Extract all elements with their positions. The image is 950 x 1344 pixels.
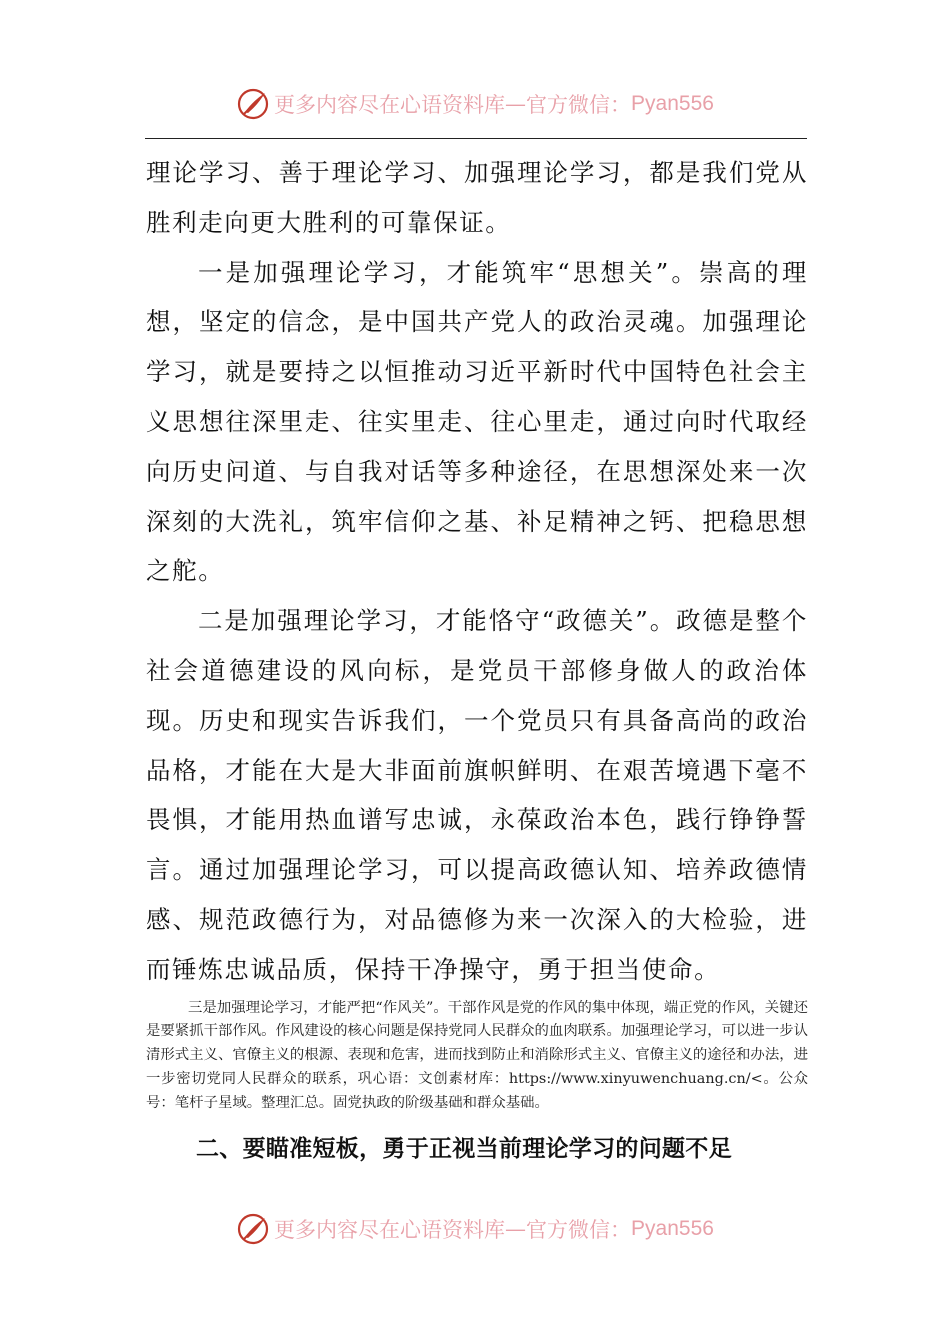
- watermark-separator: —: [505, 1217, 527, 1241]
- section-heading: 二、要瞄准短板，勇于正视当前理论学习的问题不足: [196, 1135, 732, 1162]
- quill-logo-icon: [236, 87, 270, 121]
- watermark-label: 官方微信：: [526, 93, 632, 117]
- watermark-label: 官方微信：: [526, 1218, 632, 1242]
- watermark-id: Pyan556: [631, 92, 714, 115]
- watermark-id: Pyan556: [631, 1217, 714, 1240]
- watermark-text: 更多内容尽在心语资料库: [274, 1218, 506, 1242]
- paragraph-2: 一是加强理论学习，才能筑牢“思想关”。崇高的理想，坚定的信念，是中国共产党人的政治灵魂。加强理论学习，就是要持之以恒推动习近平新时代中国特色社会主义思想往深里走、往实里走、往心里走，通过向时代取经向历史问道、与自我对话等多种途径，在思想深处来一次深刻的大洗礼，筑牢信仰之基、补足精神之钙、把稳思想之舵。: [146, 257, 808, 586]
- paragraph-1: 理论学习、善于理论学习、加强理论学习，都是我们党从胜利走向更大胜利的可靠保证。: [146, 158, 808, 237]
- footer-watermark: [0, 1209, 950, 1249]
- document-body: [146, 148, 808, 1163]
- paragraph-3: 二是加强理论学习，才能恪守“政德关”。政德是整个社会道德建设的风向标，是党员干部修身做人的政治体现。历史和现实告诉我们，一个党员只有具备高尚的政治品格，才能在大是大非面前旗帜鲜明、在艰苦境遇下毫不畏惧，才能用热血谱写忠诚，永葆政治本色，践行铮铮誓言。通过加强理论学习，可以提高政德认知、培养政德情感、规范政德行为，对品德修为来一次深入的大检验，进而锤炼忠诚品质，保持干净操守，勇于担当使命。: [146, 606, 808, 984]
- paragraph-4: 三是加强理论学习，才能严把“作风关”。干部作风是党的作风的集中体现，端正党的作风，关键还是要紧抓干部作风。作风建设的核心问题是保持党同人民群众的血肉联系。加强理论学习，可以进一步认清形式主义、官僚主义的根源、表现和危害，进而找到防止和消除形式主义、官僚主义的途径和办法，进一步密切党同人民群众的联系，巩心语：文创素材库：https://www.xinyuwenchuang.cn/<。公众号：笔杆子星域。整理汇总。固党执政的阶级基础和群众基础。: [146, 999, 808, 1111]
- watermark-separator: —: [505, 92, 527, 116]
- quill-logo-icon: [236, 1212, 270, 1246]
- header-rule: [145, 138, 807, 139]
- watermark-text: 更多内容尽在心语资料库: [274, 93, 506, 117]
- header-watermark: [0, 84, 950, 124]
